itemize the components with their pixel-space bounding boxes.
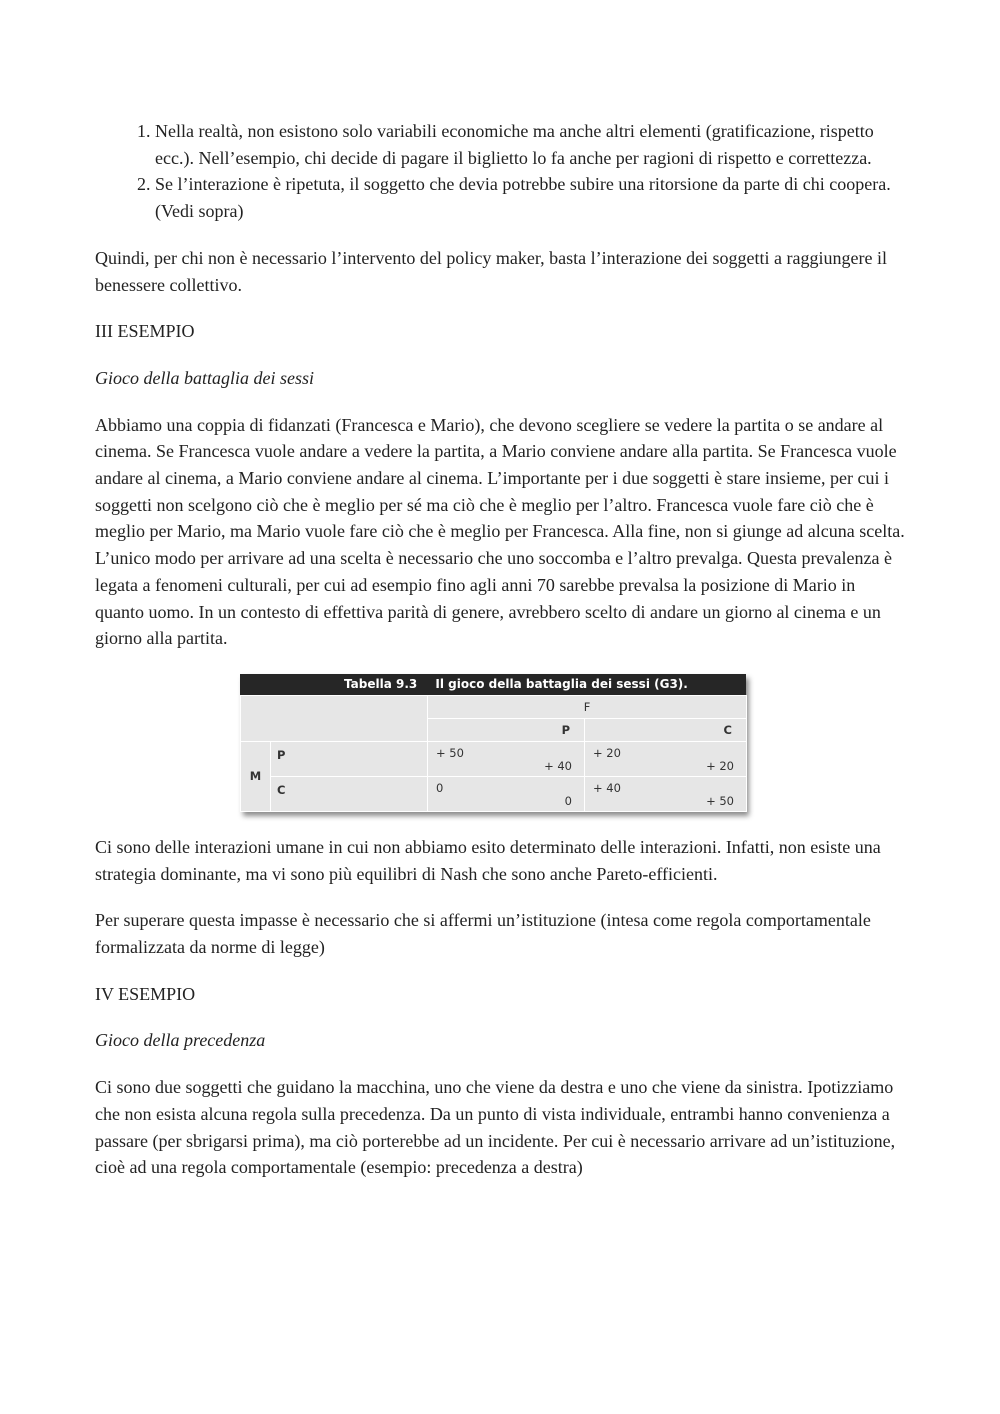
section-heading: IV ESEMPIO: [95, 983, 196, 1004]
document-page: [95, 118, 905, 1201]
column-player-label: F: [428, 695, 747, 718]
payoff-column-player: + 40: [544, 758, 572, 773]
table-corner-cell: [241, 695, 428, 741]
payoff-cell: [428, 776, 585, 811]
row-player-label: M: [241, 741, 271, 811]
table-caption-text: Il gioco della battaglia dei sessi (G3).: [435, 676, 688, 691]
table-caption-number: Tabella 9.3: [344, 676, 418, 691]
column-strategy-label: P: [428, 718, 585, 741]
payoff-row-player: + 50: [436, 745, 464, 760]
payoff-cell: [585, 741, 747, 776]
numbered-list: [95, 118, 905, 225]
table-caption: [240, 674, 746, 695]
payoff-row-player: + 20: [593, 745, 621, 760]
paragraph: Per superare questa impasse è necessario che si affermi un’istituzione (intesa come regola comportamentale formalizzata da norme di legge): [95, 910, 871, 958]
payoff-cell: [428, 741, 585, 776]
payoff-table-figure: [240, 674, 746, 812]
section-heading: III ESEMPIO: [95, 321, 195, 342]
payoff-row-player: 0: [436, 780, 444, 795]
payoff-row-player: + 40: [593, 780, 621, 795]
payoff-column-player: + 50: [706, 793, 734, 808]
section-subtitle: Gioco della precedenza: [95, 1030, 266, 1051]
paragraph: Abbiamo una coppia di fidanzati (Francesca e Mario), che devono scegliere se vedere la partita o se andare al cinema. Se Francesca vuole andare a vedere la partita, a Mario conviene andare alla partita. Se Francesca vuole andare al cinema, a Mario conviene andare al cinema. L’importante per i due soggetti è stare insieme, per cui i soggetti non scelgono ciò che è meglio per sé ma ciò che è meglio per l’altro. Francesca vuole fare ciò che è meglio per Mario, ma Mario vuole fare ciò che è meglio per Francesca. Alla fine, non si giunge ad alcuna scelta. L’unico modo per arrivare ad una scelta è necessario che uno soccomba e l’altro prevalga. Questa prevalenza è legata a fenomeni culturali, per cui ad esempio fino agli anni 70 sarebbe prevalsa la posizione di Mario in quanto uomo. In un contesto di effettiva parità di genere, avrebbero scelto di andare un giorno al cinema e un giorno alla partita.: [95, 414, 905, 649]
list-item: 1. Nella realtà, non esistono solo variabili economiche ma anche altri elementi (gratificazione, rispetto ecc.). Nell’esempio, chi decide di pagare il biglietto lo fa anche per ragioni di rispetto e correttezza.: [155, 118, 905, 171]
list-item: 2. Se l’interazione è ripetuta, il soggetto che devia potrebbe subire una ritorsione da parte di chi coopera. (Vedi sopra): [155, 171, 905, 224]
paragraph: Ci sono due soggetti che guidano la macchina, uno che viene da destra e uno che viene da sinistra. Ipotizziamo che non esista alcuna regola sulla precedenza. Da un punto di vista individuale, entrambi hanno convenienza a passare (per sbrigarsi prima), ma ciò porterebbe ad un incidente. Per cui è necessario arrivare ad un’istituzione, cioè ad una regola comportamentale (esempio: precedenza a destra): [95, 1077, 896, 1178]
column-strategy-label: C: [585, 718, 747, 741]
payoff-column-player: + 20: [706, 758, 734, 773]
row-strategy-label: P: [271, 741, 428, 776]
row-strategy-label: C: [271, 776, 428, 811]
payoff-table: [240, 695, 747, 812]
payoff-column-player: 0: [564, 793, 572, 808]
section-subtitle: Gioco della battaglia dei sessi: [95, 367, 314, 388]
paragraph: Ci sono delle interazioni umane in cui non abbiamo esito determinato delle interazioni. Infatti, non esiste una strategia dominante, ma vi sono più equilibri di Nash che sono anche Pareto-efficienti.: [95, 836, 881, 884]
paragraph: Quindi, per chi non è necessario l’intervento del policy maker, basta l’interazione dei soggetti a raggiungere il benessere collettivo.: [95, 247, 887, 295]
payoff-cell: [585, 776, 747, 811]
